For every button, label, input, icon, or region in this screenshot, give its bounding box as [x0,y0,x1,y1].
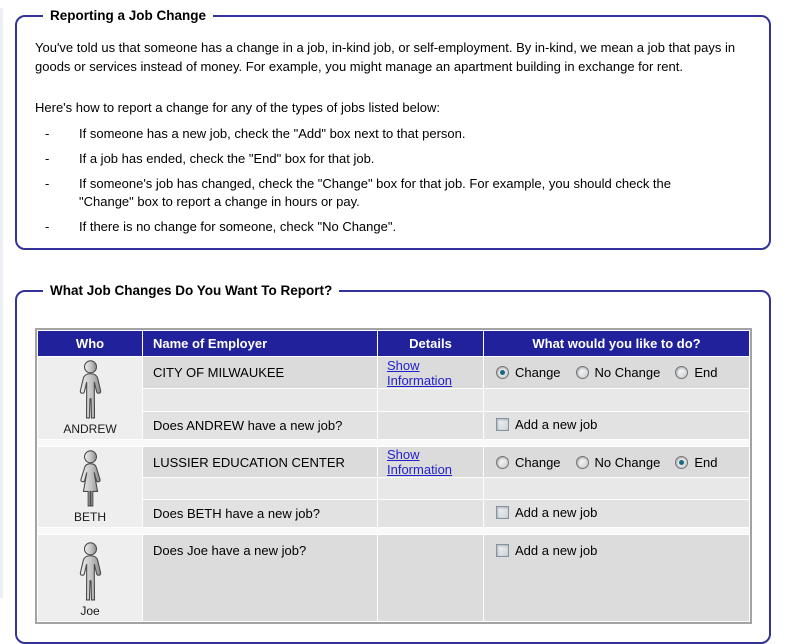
empty-cell [378,535,483,621]
add-new-job-checkbox[interactable] [496,418,509,431]
radio-option-end[interactable] [675,455,717,470]
radio-button[interactable] [576,456,589,469]
bullet-item [35,125,751,143]
group-separator-row [38,528,749,534]
radio-option-no-change[interactable] [576,365,661,380]
who-cell-beth [38,447,142,527]
add-new-job-checkbox[interactable] [496,544,509,557]
radio-option-change[interactable] [496,455,561,470]
radio-button[interactable] [675,456,688,469]
radio-label: No Change [594,454,661,470]
bullet-text: If someone's job has changed, check the "Change" box for that job. For example, you should check the "Change" box to report a change in hours or pay. [79,175,672,210]
report-panel-legend: What Job Changes Do You Want To Report? [50,283,333,299]
male-person-icon [73,542,108,602]
job-changes-table [35,328,752,624]
show-information-link[interactable]: Show Information [387,447,453,478]
radio-label: Change [515,454,561,470]
person-name: Joe [80,604,100,619]
add-job-cell [484,535,749,621]
details-cell [378,357,483,388]
reporting-panel-legend: Reporting a Job Change [50,8,207,23]
spacer-row [38,478,749,499]
column-header-who: Who [38,331,142,356]
table-row-beth-employer [38,447,749,477]
details-cell [378,447,483,477]
new-job-question: Does Joe have a new job? [143,535,377,621]
bullet-text: If someone has a new job, check the "Add" box next to that person. [79,125,466,141]
employer-name-cell: LUSSIER EDUCATION CENTER [143,447,377,477]
new-job-question: Does BETH have a new job? [143,500,377,527]
instructions-paragraph: Here's how to report a change for any of the types of jobs listed below: [35,99,440,115]
radio-button[interactable] [496,366,509,379]
bullet-text: If a job has ended, check the "End" box for that job. [79,150,375,166]
radio-label: Change [515,365,561,381]
radio-option-change[interactable] [496,365,561,380]
radio-dot [500,370,505,375]
spacer-row [38,389,749,411]
radio-option-end[interactable] [675,365,717,380]
paragraph-spacer [33,77,753,91]
action-radio-group [496,365,749,380]
radio-dot [679,460,684,465]
bullet-marker: - [45,219,50,235]
bullet-item [35,175,751,211]
add-job-cell [484,500,749,527]
action-radio-group [496,455,749,470]
table-header-row [38,331,749,356]
table-row-beth-new-job [38,500,749,527]
bullet-item [35,150,751,168]
actions-cell [484,357,749,388]
group-separator-row [38,440,749,446]
checkbox-label: Add a new job [515,417,598,433]
male-person-icon [73,360,108,420]
empty-cell [378,412,483,440]
radio-button[interactable] [576,366,589,379]
add-new-job-option[interactable] [496,505,597,520]
column-header-employer: Name of Employer [143,331,377,356]
empty-cell [378,500,483,527]
column-header-details: Details [378,331,483,356]
add-new-job-checkbox[interactable] [496,506,509,519]
checkbox-label: Add a new job [515,543,598,559]
radio-button[interactable] [675,366,688,379]
bullet-marker: - [45,175,50,191]
bullet-item [35,218,751,236]
bullet-marker: - [45,150,50,166]
radio-button[interactable] [496,456,509,469]
bullet-marker: - [45,125,50,141]
radio-label: No Change [594,365,661,381]
show-information-link[interactable]: Show Information [387,357,453,388]
new-job-question: Does ANDREW have a new job? [143,412,377,440]
bullet-text: If there is no change for someone, check "No Change". [79,219,397,235]
add-job-cell [484,412,749,440]
table-row-andrew-employer [38,357,749,388]
column-header-actions: What would you like to do? [484,331,749,356]
table-row-joe-new-job [38,535,749,621]
checkbox-label: Add a new job [515,505,598,521]
table-row-andrew-new-job [38,412,749,440]
radio-label: End [694,454,718,470]
intro-paragraph: You've told us that someone has a change in a job, in-kind job, or self-employment. By in-kind, we mean a job that pays in goods or services instead of money. For example, you might manage an apartment building in exchange for rent. [35,40,736,74]
female-person-icon [73,450,108,508]
who-cell-joe [38,535,142,621]
who-cell-andrew [38,357,142,439]
add-new-job-option[interactable] [496,543,597,558]
add-new-job-option[interactable] [496,417,597,432]
person-name: BETH [73,510,106,525]
reporting-job-change-panel [15,8,771,250]
radio-label: End [694,365,718,381]
person-name: ANDREW [63,422,117,437]
actions-cell [484,447,749,477]
radio-option-no-change[interactable] [576,455,661,470]
employer-name-cell: CITY OF MILWAUKEE [143,357,377,388]
